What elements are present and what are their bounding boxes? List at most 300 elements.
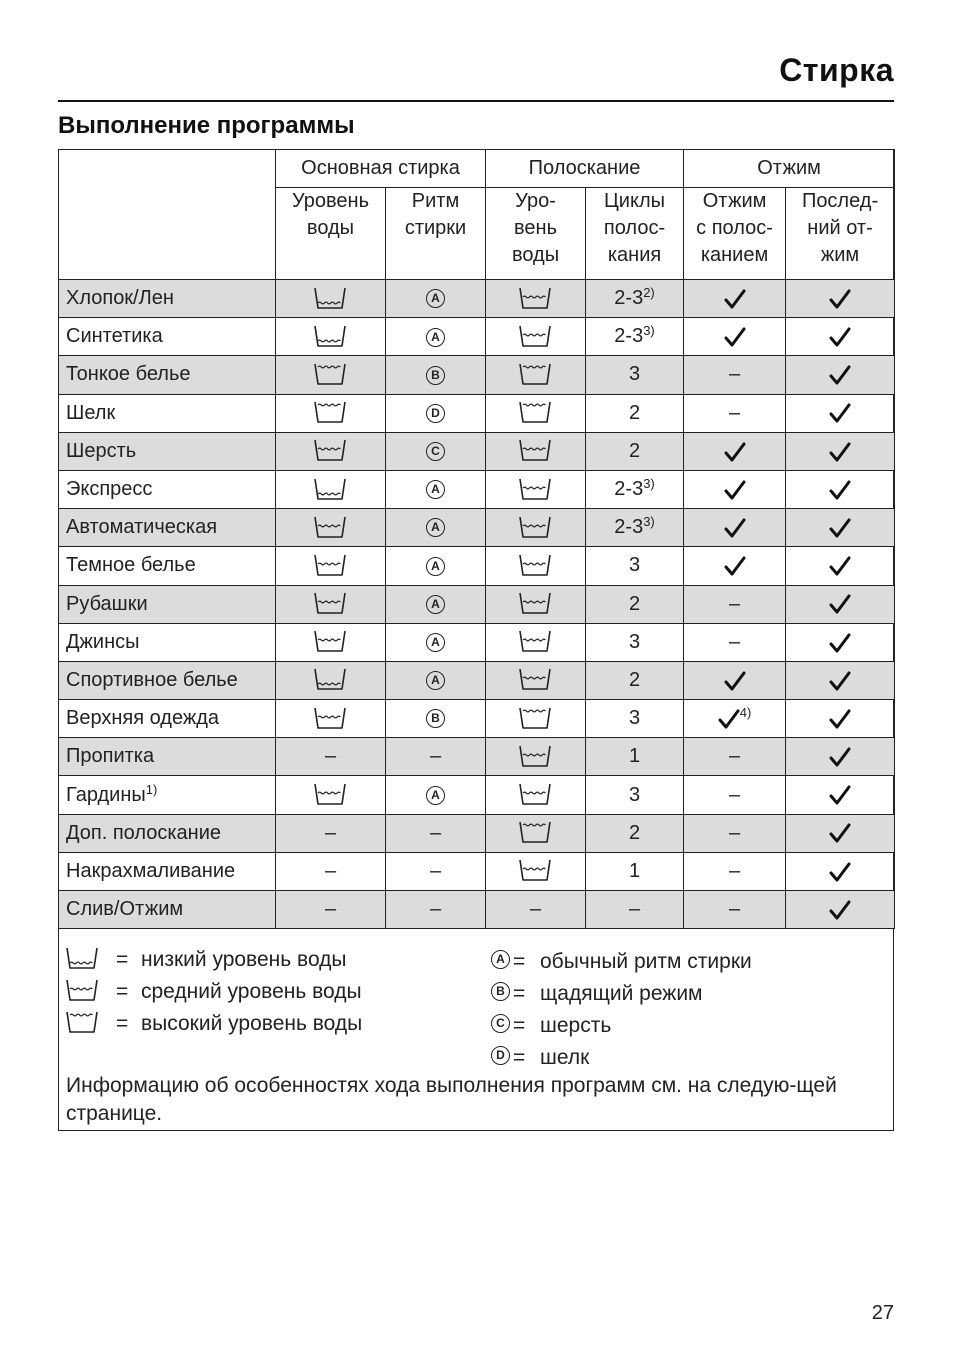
program-name-text: Пропитка bbox=[66, 745, 155, 768]
wash-level-cell bbox=[276, 470, 386, 508]
legend-rhythm-a bbox=[491, 948, 871, 976]
program-name-text: Автоматическая bbox=[66, 516, 218, 539]
table-row bbox=[59, 509, 895, 547]
check-mark-icon bbox=[829, 860, 851, 882]
legend-text: шелк bbox=[540, 1046, 590, 1069]
rinse-level-cell bbox=[486, 661, 586, 699]
wash-tub-medium-icon bbox=[519, 325, 553, 347]
rhythm-cell bbox=[386, 700, 486, 738]
chapter-title: Стирка bbox=[779, 52, 894, 88]
dash-mark: – bbox=[324, 745, 337, 768]
dash-mark: – bbox=[728, 783, 741, 806]
legend-equals: = bbox=[116, 948, 129, 971]
dash-mark: – bbox=[429, 859, 442, 882]
wash-tub-high-icon bbox=[519, 707, 553, 729]
wash-level-cell bbox=[276, 585, 386, 623]
rinse-cycles-cell bbox=[586, 356, 684, 394]
rinse-cycles-cell bbox=[586, 470, 684, 508]
legend-level-low bbox=[66, 946, 446, 974]
rhythm-cell bbox=[386, 432, 486, 470]
check-mark-icon bbox=[829, 325, 851, 347]
rhythm-cell bbox=[386, 585, 486, 623]
wash-tub-high-icon bbox=[314, 363, 348, 385]
check-mark-icon bbox=[724, 516, 746, 538]
rhythm-cell bbox=[386, 891, 486, 929]
wash-level-cell bbox=[276, 661, 386, 699]
rinse-level-cell bbox=[486, 814, 586, 852]
rinse-cycles-cell bbox=[586, 891, 684, 929]
rinse-level-cell bbox=[486, 509, 586, 547]
table-row bbox=[59, 776, 895, 814]
rhythm-a-icon: A bbox=[426, 328, 445, 347]
final-spin-cell bbox=[786, 394, 895, 432]
rinse-cycles-value: 3 bbox=[628, 783, 641, 806]
rhythm-cell bbox=[386, 470, 486, 508]
check-mark-icon bbox=[829, 440, 851, 462]
wash-tub-high-icon bbox=[314, 401, 348, 423]
spin-with-rinse-cell bbox=[684, 470, 786, 508]
rhythm-a-icon: A bbox=[491, 950, 510, 969]
rinse-cycles-cell bbox=[586, 318, 684, 356]
table-row bbox=[59, 661, 895, 699]
footnote-ref: 2) bbox=[643, 285, 655, 301]
table-row bbox=[59, 470, 895, 508]
spin-with-rinse-cell bbox=[684, 280, 786, 318]
program-name-text: Верхняя одежда bbox=[66, 707, 220, 730]
program-name bbox=[59, 891, 276, 929]
wash-tub-medium-icon bbox=[519, 783, 553, 805]
final-spin-cell bbox=[786, 661, 895, 699]
program-name-text: Слив/Отжим bbox=[66, 898, 184, 921]
rhythm-c-icon: C bbox=[491, 1014, 510, 1033]
rinse-cycles-value: 2 bbox=[628, 821, 641, 844]
program-name bbox=[59, 585, 276, 623]
rinse-cycles-value: 3 bbox=[628, 363, 641, 386]
wash-tub-high-icon bbox=[519, 822, 553, 844]
subheader-rinse-level: Уро- вень воды bbox=[486, 188, 586, 280]
wash-tub-medium-icon bbox=[519, 860, 553, 882]
rhythm-c-icon: C bbox=[426, 442, 445, 461]
legend-equals: = bbox=[513, 1014, 526, 1037]
check-mark-icon bbox=[829, 822, 851, 844]
rinse-level-cell bbox=[486, 852, 586, 890]
program-name bbox=[59, 547, 276, 585]
wash-tub-medium-icon bbox=[519, 631, 553, 653]
rinse-cycles-cell bbox=[586, 738, 684, 776]
dash-mark: – bbox=[728, 592, 741, 615]
rinse-cycles-cell bbox=[586, 700, 684, 738]
program-name bbox=[59, 509, 276, 547]
check-mark-icon bbox=[829, 363, 851, 385]
rhythm-a-icon: A bbox=[426, 289, 445, 308]
program-name bbox=[59, 852, 276, 890]
rinse-cycles-value: 2 bbox=[628, 401, 641, 424]
program-name-text: Экспресс bbox=[66, 478, 153, 501]
rhythm-d-icon: D bbox=[491, 1046, 510, 1065]
wash-tub-low-icon bbox=[314, 478, 348, 500]
rinse-level-cell bbox=[486, 280, 586, 318]
subheader-spin-with-rinse: Отжим с полос- канием bbox=[684, 188, 786, 280]
check-mark-icon bbox=[724, 478, 746, 500]
wash-tub-medium-icon bbox=[314, 440, 348, 462]
rinse-level-cell bbox=[486, 547, 586, 585]
spin-with-rinse-cell bbox=[684, 585, 786, 623]
spin-with-rinse-cell bbox=[684, 661, 786, 699]
rinse-level-cell bbox=[486, 356, 586, 394]
wash-level-cell bbox=[276, 852, 386, 890]
spin-with-rinse-cell bbox=[684, 509, 786, 547]
table-row bbox=[59, 814, 895, 852]
rhythm-cell bbox=[386, 356, 486, 394]
spin-with-rinse-cell bbox=[684, 318, 786, 356]
rinse-cycles-cell bbox=[586, 852, 684, 890]
check-mark-icon bbox=[829, 898, 851, 920]
check-mark-icon bbox=[724, 287, 746, 309]
program-name-text: Доп. полоскание bbox=[66, 821, 222, 844]
legend-equals: = bbox=[513, 1046, 526, 1069]
subheader-wash-rhythm: Ритм стирки bbox=[386, 188, 486, 280]
check-mark-icon bbox=[829, 554, 851, 576]
rhythm-cell bbox=[386, 547, 486, 585]
wash-tub-medium-icon bbox=[314, 592, 348, 614]
rinse-cycles-value: 3 bbox=[628, 630, 641, 653]
wash-level-cell bbox=[276, 509, 386, 547]
rinse-level-cell bbox=[486, 738, 586, 776]
dash-mark: – bbox=[529, 898, 542, 921]
spin-with-rinse-cell bbox=[684, 776, 786, 814]
wash-tub-medium-icon bbox=[519, 478, 553, 500]
wash-tub-low-icon bbox=[66, 946, 100, 972]
rinse-cycles-value: 1 bbox=[628, 859, 641, 882]
check-mark-icon bbox=[724, 440, 746, 462]
table-row bbox=[59, 700, 895, 738]
wash-level-cell bbox=[276, 356, 386, 394]
wash-tub-high-icon bbox=[519, 363, 553, 385]
rinse-level-cell bbox=[486, 700, 586, 738]
wash-tub-high-icon bbox=[519, 401, 553, 423]
check-mark-icon bbox=[829, 593, 851, 615]
table-row bbox=[59, 394, 895, 432]
program-table-box bbox=[58, 149, 894, 1131]
final-spin-cell bbox=[786, 814, 895, 852]
final-spin-cell bbox=[786, 585, 895, 623]
final-spin-cell bbox=[786, 738, 895, 776]
program-name bbox=[59, 814, 276, 852]
legend-text: низкий уровень воды bbox=[141, 948, 347, 971]
spin-with-rinse-cell bbox=[684, 623, 786, 661]
wash-tub-medium-icon bbox=[314, 783, 348, 805]
check-mark-icon bbox=[829, 478, 851, 500]
program-name bbox=[59, 280, 276, 318]
rinse-level-cell bbox=[486, 318, 586, 356]
legend-equals: = bbox=[116, 980, 129, 1003]
rhythm-b-icon: B bbox=[426, 709, 445, 728]
footnote-ref: 3) bbox=[643, 323, 655, 339]
footnote-text: Информацию об особенностях хода выполнения программ см. на следую-щей странице. bbox=[66, 1074, 837, 1125]
final-spin-cell bbox=[786, 547, 895, 585]
header-rule bbox=[58, 100, 894, 102]
wash-level-cell bbox=[276, 432, 386, 470]
subheader-final-spin: Послед- ний от- жим bbox=[786, 188, 895, 280]
legend bbox=[59, 938, 893, 1128]
dash-mark: – bbox=[728, 859, 741, 882]
wash-level-cell bbox=[276, 547, 386, 585]
table-row bbox=[59, 585, 895, 623]
wash-level-cell bbox=[276, 394, 386, 432]
subheader-rinse-cycles: Циклы полос- кания bbox=[586, 188, 684, 280]
program-name-text: Хлопок/Лен bbox=[66, 287, 174, 310]
wash-level-cell bbox=[276, 814, 386, 852]
final-spin-cell bbox=[786, 623, 895, 661]
subheader-wash-level: Уровень воды bbox=[276, 188, 386, 280]
check-mark-icon bbox=[829, 669, 851, 691]
dash-mark: – bbox=[728, 898, 741, 921]
wash-tub-medium-icon bbox=[314, 707, 348, 729]
wash-level-cell bbox=[276, 623, 386, 661]
final-spin-cell bbox=[786, 700, 895, 738]
wash-tub-medium-icon bbox=[519, 592, 553, 614]
rinse-cycles-value: 2 bbox=[628, 668, 641, 691]
program-name-text: Рубашки bbox=[66, 592, 148, 615]
table-row bbox=[59, 280, 895, 318]
dash-mark: – bbox=[728, 745, 741, 768]
dash-mark: – bbox=[728, 363, 741, 386]
check-mark-icon bbox=[829, 402, 851, 424]
legend-equals: = bbox=[116, 1012, 129, 1035]
check-mark-icon bbox=[829, 287, 851, 309]
dash-mark: – bbox=[429, 821, 442, 844]
wash-tub-medium-icon bbox=[519, 440, 553, 462]
rinse-level-cell bbox=[486, 432, 586, 470]
program-name bbox=[59, 623, 276, 661]
program-name-text: Шерсть bbox=[66, 439, 137, 462]
section-title: Выполнение программы bbox=[58, 112, 355, 139]
wash-tub-high-icon bbox=[66, 1010, 100, 1036]
check-mark-icon bbox=[829, 631, 851, 653]
rinse-cycles-value: 2-3 bbox=[614, 478, 644, 501]
program-name bbox=[59, 661, 276, 699]
rhythm-cell bbox=[386, 280, 486, 318]
program-name bbox=[59, 470, 276, 508]
legend-text: щадящий режим bbox=[540, 982, 703, 1005]
legend-equals: = bbox=[513, 950, 526, 973]
legend-rhythm-d bbox=[491, 1044, 871, 1072]
wash-tub-medium-icon bbox=[519, 669, 553, 691]
rinse-level-cell bbox=[486, 470, 586, 508]
program-table bbox=[58, 149, 895, 929]
rhythm-cell bbox=[386, 509, 486, 547]
program-name bbox=[59, 394, 276, 432]
wash-level-cell bbox=[276, 700, 386, 738]
program-name-text: Шелк bbox=[66, 401, 116, 424]
final-spin-cell bbox=[786, 509, 895, 547]
program-name-text: Тонкое белье bbox=[66, 363, 191, 386]
legend-text: средний уровень воды bbox=[141, 980, 362, 1003]
rinse-cycles-value: 2-3 bbox=[614, 287, 644, 310]
program-name bbox=[59, 318, 276, 356]
dash-mark: – bbox=[324, 859, 337, 882]
wash-level-cell bbox=[276, 738, 386, 776]
legend-level-high bbox=[66, 1010, 446, 1038]
footnote-ref: 4) bbox=[739, 705, 752, 721]
wash-tub-low-icon bbox=[314, 325, 348, 347]
wash-tub-medium-icon bbox=[519, 745, 553, 767]
program-name-text: Гардины bbox=[66, 783, 146, 806]
program-name-text: Спортивное белье bbox=[66, 668, 238, 691]
spin-with-rinse-cell bbox=[684, 432, 786, 470]
rinse-cycles-cell bbox=[586, 776, 684, 814]
program-name bbox=[59, 776, 276, 814]
legend-text: высокий уровень воды bbox=[141, 1012, 363, 1035]
spin-with-rinse-cell bbox=[684, 814, 786, 852]
group-header-rinse: Полоскание bbox=[486, 150, 684, 188]
program-name-text: Синтетика bbox=[66, 325, 163, 348]
group-header-spin: Отжим bbox=[684, 150, 895, 188]
rinse-cycles-cell bbox=[586, 585, 684, 623]
wash-tub-low-icon bbox=[314, 287, 348, 309]
program-name bbox=[59, 356, 276, 394]
final-spin-cell bbox=[786, 852, 895, 890]
wash-tub-medium-icon bbox=[519, 287, 553, 309]
rinse-cycles-cell bbox=[586, 814, 684, 852]
wash-tub-medium-icon bbox=[314, 554, 348, 576]
dash-mark: – bbox=[728, 821, 741, 844]
spin-with-rinse-cell bbox=[684, 547, 786, 585]
rinse-cycles-value: 2 bbox=[628, 439, 641, 462]
check-mark-icon bbox=[829, 707, 851, 729]
rhythm-cell bbox=[386, 318, 486, 356]
rhythm-cell bbox=[386, 661, 486, 699]
spin-with-rinse-cell bbox=[684, 738, 786, 776]
rinse-level-cell bbox=[486, 891, 586, 929]
wash-tub-medium-icon bbox=[519, 516, 553, 538]
table-row bbox=[59, 738, 895, 776]
rinse-cycles-value: 3 bbox=[628, 554, 641, 577]
rinse-cycles-value: 2 bbox=[628, 592, 641, 615]
rinse-level-cell bbox=[486, 623, 586, 661]
rinse-cycles-value: 1 bbox=[628, 745, 641, 768]
legend-text: обычный ритм стирки bbox=[540, 950, 752, 973]
program-name-text: Темное белье bbox=[66, 554, 196, 577]
rinse-level-cell bbox=[486, 394, 586, 432]
final-spin-cell bbox=[786, 318, 895, 356]
final-spin-cell bbox=[786, 470, 895, 508]
program-name-text: Джинсы bbox=[66, 630, 140, 653]
wash-tub-medium-icon bbox=[314, 516, 348, 538]
rhythm-cell bbox=[386, 394, 486, 432]
spin-with-rinse-cell bbox=[684, 700, 786, 738]
wash-level-cell bbox=[276, 318, 386, 356]
final-spin-cell bbox=[786, 280, 895, 318]
final-spin-cell bbox=[786, 356, 895, 394]
footnote-ref: 1) bbox=[145, 781, 158, 797]
group-header-main-wash: Основная стирка bbox=[276, 150, 486, 188]
wash-tub-medium-icon bbox=[519, 554, 553, 576]
rinse-level-cell bbox=[486, 585, 586, 623]
dash-mark: – bbox=[728, 401, 741, 424]
table-row bbox=[59, 356, 895, 394]
dash-mark: – bbox=[429, 745, 442, 768]
rinse-cycles-cell bbox=[586, 509, 684, 547]
table-row bbox=[59, 318, 895, 356]
check-mark-icon bbox=[724, 554, 746, 576]
program-name bbox=[59, 700, 276, 738]
final-spin-cell bbox=[786, 432, 895, 470]
spin-with-rinse-cell bbox=[684, 356, 786, 394]
wash-tub-medium-icon bbox=[314, 631, 348, 653]
rinse-cycles-cell bbox=[586, 432, 684, 470]
spin-with-rinse-cell bbox=[684, 852, 786, 890]
dash-mark: – bbox=[324, 821, 337, 844]
footnote-ref: 3) bbox=[643, 514, 655, 530]
wash-tub-medium-icon bbox=[66, 978, 100, 1004]
footnote-ref: 3) bbox=[643, 476, 655, 492]
rhythm-cell bbox=[386, 852, 486, 890]
rinse-cycles-cell bbox=[586, 280, 684, 318]
rhythm-a-icon: A bbox=[426, 633, 445, 652]
dash-mark: – bbox=[429, 898, 442, 921]
table-row bbox=[59, 852, 895, 890]
legend-text: шерсть bbox=[540, 1014, 612, 1037]
rinse-cycles-value: 3 bbox=[628, 707, 641, 730]
rhythm-cell bbox=[386, 623, 486, 661]
check-mark-icon bbox=[718, 707, 740, 729]
rinse-cycles-cell bbox=[586, 394, 684, 432]
final-spin-cell bbox=[786, 891, 895, 929]
check-mark-icon bbox=[724, 325, 746, 347]
dash-mark: – bbox=[728, 630, 741, 653]
final-spin-cell bbox=[786, 776, 895, 814]
rhythm-a-icon: A bbox=[426, 786, 445, 805]
program-name bbox=[59, 432, 276, 470]
wash-level-cell bbox=[276, 280, 386, 318]
page-number: 27 bbox=[871, 1302, 894, 1324]
program-name bbox=[59, 738, 276, 776]
table-row bbox=[59, 891, 895, 929]
rinse-cycles-cell bbox=[586, 661, 684, 699]
spin-with-rinse-cell bbox=[684, 394, 786, 432]
dash-mark: – bbox=[324, 898, 337, 921]
wash-level-cell bbox=[276, 891, 386, 929]
wash-level-cell bbox=[276, 776, 386, 814]
rhythm-b-icon: B bbox=[426, 366, 445, 385]
rhythm-a-icon: A bbox=[426, 480, 445, 499]
check-mark-icon bbox=[829, 745, 851, 767]
rhythm-cell bbox=[386, 776, 486, 814]
rinse-level-cell bbox=[486, 776, 586, 814]
rinse-cycles-cell bbox=[586, 623, 684, 661]
check-mark-icon bbox=[829, 516, 851, 538]
table-row bbox=[59, 623, 895, 661]
legend-rhythm-b bbox=[491, 980, 871, 1008]
legend-rhythm-c bbox=[491, 1012, 871, 1040]
table-row bbox=[59, 547, 895, 585]
check-mark-icon bbox=[829, 784, 851, 806]
corner-cell bbox=[59, 150, 276, 280]
rhythm-cell bbox=[386, 738, 486, 776]
rinse-cycles-cell bbox=[586, 547, 684, 585]
rhythm-a-icon: A bbox=[426, 671, 445, 690]
rhythm-cell bbox=[386, 814, 486, 852]
rinse-cycles-value: 2-3 bbox=[614, 325, 644, 348]
rhythm-b-icon: B bbox=[491, 982, 510, 1001]
spin-with-rinse-cell bbox=[684, 891, 786, 929]
rhythm-d-icon: D bbox=[426, 404, 445, 423]
rinse-cycles-value: 2-3 bbox=[614, 516, 644, 539]
rhythm-a-icon: A bbox=[426, 518, 445, 537]
legend-level-medium bbox=[66, 978, 446, 1006]
program-name-text: Накрахмаливание bbox=[66, 859, 236, 882]
